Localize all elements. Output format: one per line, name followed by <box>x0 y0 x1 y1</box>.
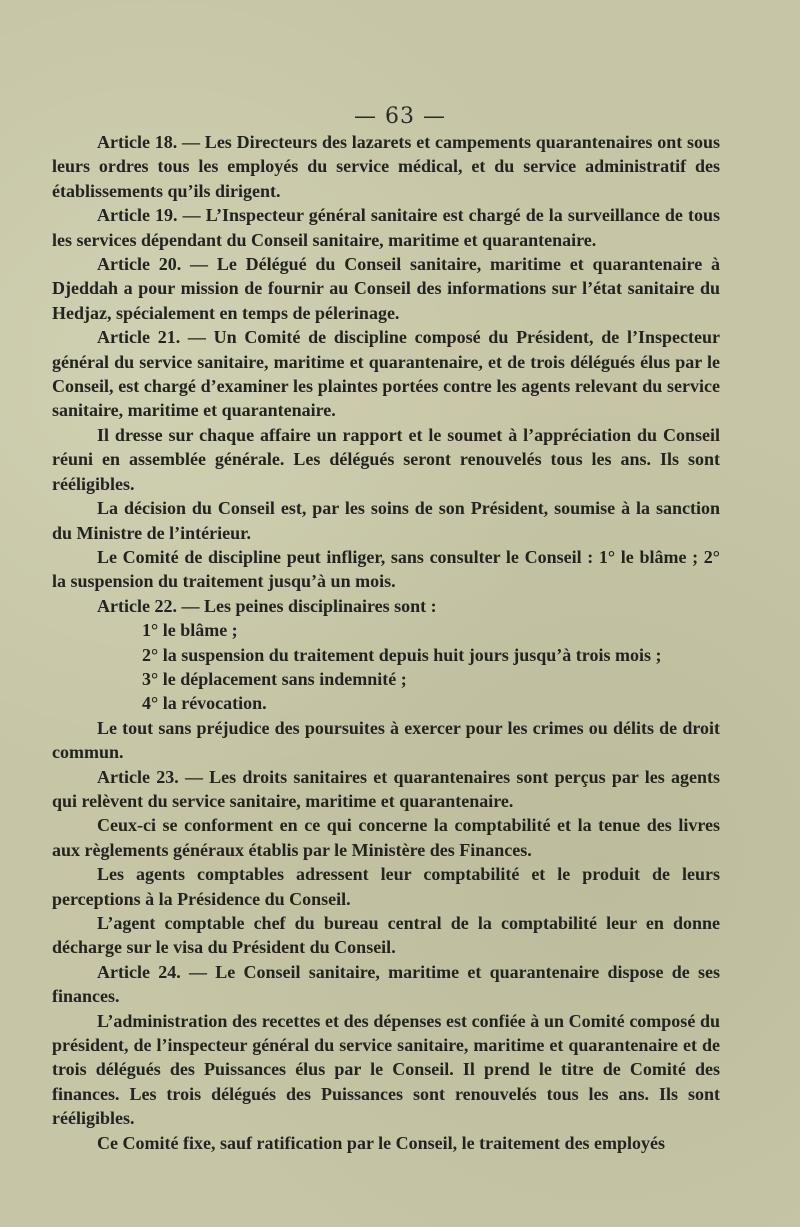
paragraph-article-22: Article 22. — Les peines disciplinaires sont : <box>97 595 437 616</box>
list-item: 3° le déplacement sans indemnité ; <box>142 668 407 689</box>
paragraph: La décision du Conseil est, par les soins de son Président, soumise à la sanction du Ministre de l’intérieur. <box>52 498 720 543</box>
paragraph: Le tout sans préjudice des poursuites à exercer pour les crimes ou délits de droit commun. <box>52 717 720 763</box>
paragraph: Ceux-ci se conforment en ce qui concerne la comptabilité et la tenue des livres aux règlements généraux établis par le Ministère des Finances. <box>52 815 720 860</box>
paragraph-article-19: Article 19. — L’Inspecteur général sanitaire est chargé de la surveillance de tous les services dépendant du Conseil sanitaire, maritime et quarantenaire. <box>52 205 720 250</box>
paragraph-article-23: Article 23. — Les droits sanitaires et quarantenaires sont perçus par les agents qui relèvent du service sanitaire, maritime et quarantenaire. <box>52 766 720 811</box>
list-item: 2° la suspension du traitement depuis huit jours jusqu’à trois mois ; <box>142 644 662 665</box>
paragraph-article-20: Article 20. — Le Délégué du Conseil sanitaire, maritime et quarantenaire à Djeddah a pour mission de fournir au Conseil des informations sur l’état sanitaire du Hedjaz, spécialement en temps de pélerinage. <box>52 254 720 323</box>
list-item: 4° la révocation. <box>142 693 267 714</box>
paragraph: Il dresse sur chaque affaire un rapport et le soumet à l’appréciation du Conseil réuni en assemblée générale. Les délégués seront renouvelés tous les ans. Ils sont rééligibles. <box>52 424 720 494</box>
paragraph-article-18: Article 18. — Les Directeurs des lazarets et campements quarantenaires ont sous leurs ordres tous les employés du service médical, et du service administratif des établissements qu’ils dirigent. <box>52 132 720 201</box>
paragraph: Ce Comité fixe, sauf ratification par le Conseil, le traitement des employés <box>97 1132 666 1153</box>
list-item: 1° le blâme ; <box>142 620 238 641</box>
paragraph: L’agent comptable chef du bureau central de la comptabilité leur en donne décharge sur le visa du Président du Conseil. <box>52 913 720 958</box>
paragraph: Les agents comptables adressent leur comptabilité et le produit de leurs perceptions à la Présidence du Conseil. <box>52 864 720 909</box>
paragraph-article-24: Article 24. — Le Conseil sanitaire, maritime et quarantenaire dispose de ses finances. <box>52 961 720 1007</box>
paragraph-article-21: Article 21. — Un Comité de discipline composé du Président, de l’Inspecteur général du service sanitaire, maritime et quarantenaire, et de trois délégués élus par le Conseil, est chargé d’examiner les plaintes portées contre les agents relevant du service sanitaire, maritime et quarantenaire. <box>52 327 720 421</box>
paragraph: L’administration des recettes et des dépenses est confiée à un Comité composé du président, de l’inspecteur général du service sanitaire, maritime et quarantenaire et de trois délégués des Puissances élus par le Conseil. Il prend le titre de Comité des finances. Les trois délégués des Puissances sont renouvelés tous les ans. Ils sont rééligibles. <box>52 1010 720 1129</box>
page-number: — 63 — <box>354 104 446 129</box>
document-body <box>52 130 720 1155</box>
paragraph: Le Comité de discipline peut infliger, sans consulter le Conseil : 1° le blâme ; 2° la suspension du traitement jusqu’à un mois. <box>52 546 720 592</box>
